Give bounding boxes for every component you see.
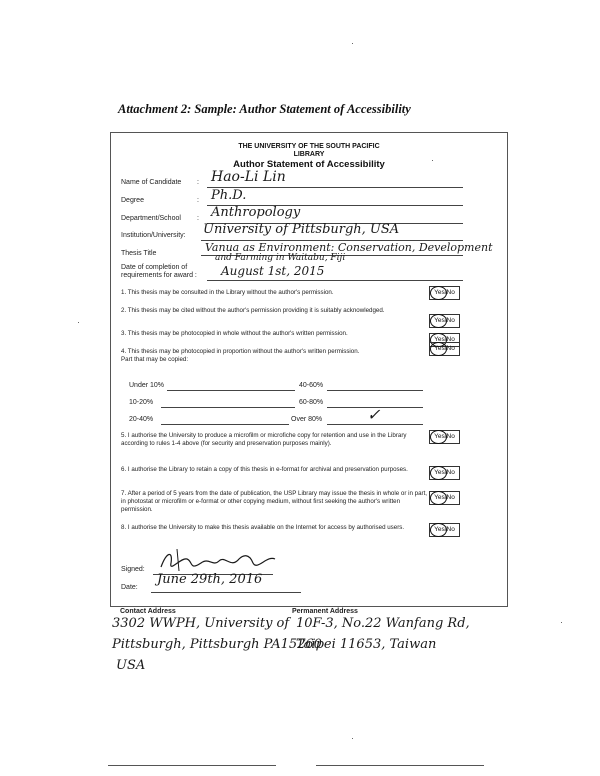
attachment-title: Attachment 2: Sample: Author Statement of Accessibility xyxy=(118,102,411,116)
statement-number: 5. xyxy=(121,432,127,439)
answer-box-2[interactable] xyxy=(429,314,460,328)
university-name: THE UNIVERSITY OF THE SOUTH PACIFIC xyxy=(238,143,380,150)
colon: : xyxy=(197,179,199,186)
circle-mark xyxy=(430,314,447,328)
contact-address-label: Contact Address xyxy=(120,608,176,615)
date-line xyxy=(151,592,301,593)
over-80-label: Over 80% xyxy=(291,416,323,423)
thesis-value-line2: and Farming in Waitabu, Fiji xyxy=(215,253,346,263)
over-80-line xyxy=(327,424,423,425)
statement-number: 6. xyxy=(121,466,127,473)
speck xyxy=(561,622,562,623)
statement-number: 2. xyxy=(121,307,127,314)
p10-20-line xyxy=(161,407,295,408)
candidate-value: Hao-Li Lin xyxy=(211,169,286,185)
statement-text: This thesis may be consulted in the Library without the author's permission. xyxy=(127,289,334,296)
answer-label: Yes/No xyxy=(434,494,455,501)
circle-mark xyxy=(430,491,447,505)
statement-7 xyxy=(121,490,427,514)
degree-value: Ph.D. xyxy=(211,188,247,203)
answer-box-7[interactable] xyxy=(429,491,460,505)
footer-rule-right xyxy=(316,765,484,766)
statement-number: 4. xyxy=(121,348,127,355)
statement-text: This thesis may be photocopied in proportion without the author's written permission. xyxy=(127,348,360,355)
answer-label: Yes/No xyxy=(434,336,455,343)
answer-label: Yes/No xyxy=(434,317,455,324)
statement-5 xyxy=(121,432,427,448)
thesis-label: Thesis Title xyxy=(121,250,157,257)
degree-label: Degree xyxy=(121,197,144,204)
circle-mark xyxy=(430,523,447,537)
speck xyxy=(432,160,433,161)
form-title: Author Statement of Accessibility xyxy=(233,159,385,170)
answer-label: Yes/No xyxy=(434,433,455,440)
statement-number: 8. xyxy=(121,524,127,531)
statement-text: This thesis may be cited without the author's permission providing it is suitably acknowledged. xyxy=(127,307,385,314)
circle-mark xyxy=(430,430,447,444)
library-label: LIBRARY xyxy=(293,151,325,158)
permanent-line-1: 10F-3, No.22 Wanfang Rd, xyxy=(296,616,470,631)
circle-mark xyxy=(430,286,447,300)
statement-number: 3. xyxy=(121,330,127,337)
signed-label: Signed: xyxy=(121,566,145,573)
contact-line-1: 3302 WWPH, University of xyxy=(112,616,290,631)
date-label: Date: xyxy=(121,584,138,591)
department-value: Anthropology xyxy=(211,205,301,220)
answer-label: Yes/No xyxy=(434,469,455,476)
award-label-line1: Date of completion of xyxy=(121,264,188,271)
statement-number: 7. xyxy=(121,490,127,497)
contact-line-3: USA xyxy=(116,658,146,673)
permanent-line-2: Taipei 11653, Taiwan xyxy=(296,637,437,652)
speck xyxy=(78,322,79,323)
accessibility-form xyxy=(110,132,508,607)
candidate-label: Name of Candidate xyxy=(121,179,182,186)
award-line xyxy=(207,280,463,281)
statement-number: 1. xyxy=(121,289,127,296)
answer-box-6[interactable] xyxy=(429,466,460,480)
answer-box-4[interactable] xyxy=(429,342,460,356)
thesis-value-line1: Vanua as Environment: Conservation, Development xyxy=(205,241,493,254)
footer-rule-left xyxy=(108,765,276,766)
answer-box-5[interactable] xyxy=(429,430,460,444)
p10-20-label: 10-20% xyxy=(129,399,154,406)
permanent-address-label: Permanent Address xyxy=(292,608,358,615)
statement-3 xyxy=(121,330,417,338)
statement-1 xyxy=(121,289,417,297)
p20-40-label: 20-40% xyxy=(129,416,154,423)
speck xyxy=(352,43,353,44)
institution-label: Institution/University: xyxy=(121,232,186,239)
statement-text: After a period of 5 years from the date of publication, the USP Library may issue the thesis in whole or in part, in photostat or microfilm or e-format or other copying medium, without first seeking the author's written permission. xyxy=(121,490,428,513)
p20-40-line xyxy=(161,424,289,425)
p40-60-line xyxy=(327,390,423,391)
under-10-label: Under 10% xyxy=(129,382,165,389)
statement-text: This thesis may be photocopied in whole without the author's written permission. xyxy=(127,330,348,337)
award-label-line2: requirements for award : xyxy=(121,272,197,279)
award-value: August 1st, 2015 xyxy=(221,264,325,278)
circle-mark xyxy=(430,342,447,356)
department-label: Department/School xyxy=(121,215,181,222)
colon: : xyxy=(197,215,199,222)
p40-60-label: 40-60% xyxy=(299,382,324,389)
answer-box-1[interactable] xyxy=(429,286,460,300)
circle-mark xyxy=(430,466,447,480)
speck xyxy=(352,738,353,739)
statement-text: I authorise the University to produce a microfilm or microfiche copy for retention and use in the Library according to rules 1-4 above (for security and preservation purposes mainly). xyxy=(121,432,407,447)
colon: : xyxy=(197,197,199,204)
answer-label: Yes/No xyxy=(434,345,455,352)
statement-text: I authorise the University to make this thesis available on the Internet for access by authorised users. xyxy=(127,524,405,531)
under-10-line xyxy=(167,390,295,391)
statement-8 xyxy=(121,524,427,532)
institution-value: University of Pittsburgh, USA xyxy=(203,222,400,237)
date-value: June 29th, 2016 xyxy=(157,572,263,587)
statement-4 xyxy=(121,348,401,364)
answer-box-8[interactable] xyxy=(429,523,460,537)
answer-label: Yes/No xyxy=(434,289,455,296)
answer-label: Yes/No xyxy=(434,526,455,533)
check-mark: ✓ xyxy=(367,405,381,424)
p60-80-label: 60-80% xyxy=(299,399,324,406)
statement-text: I authorise the Library to retain a copy of this thesis in e-format for archival and preservation purposes. xyxy=(127,466,408,473)
statement-6 xyxy=(121,466,427,474)
contact-line-2: Pittsburgh, Pittsburgh PA15260 xyxy=(112,637,322,652)
part-copied-label: Part that may be copied: xyxy=(121,356,189,363)
statement-2 xyxy=(121,307,417,315)
